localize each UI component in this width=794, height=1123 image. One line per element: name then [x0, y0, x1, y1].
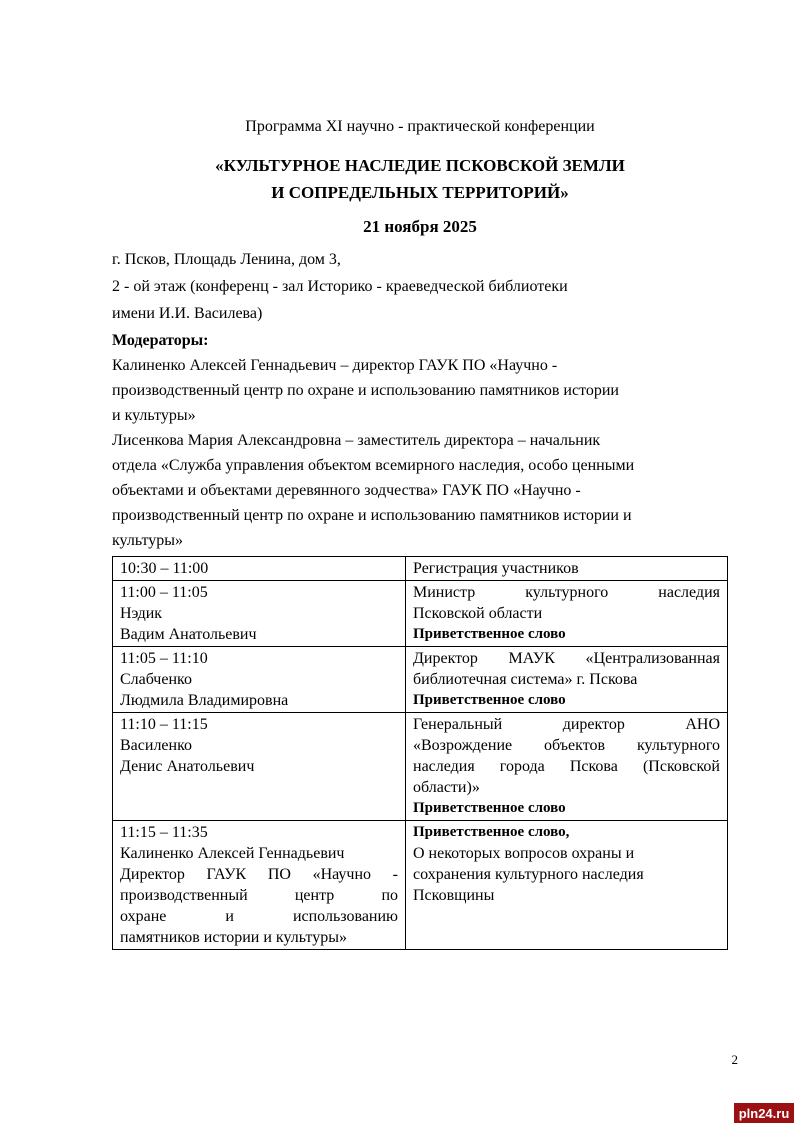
time-cell — [113, 713, 406, 821]
speaker-line: Вадим Анатольевич — [120, 626, 257, 643]
description-cell — [406, 557, 728, 581]
moderator-line: Калиненко Алексей Геннадьевич – директор ГАУК ПО «Научно - — [112, 357, 558, 374]
greeting-note: Приветственное слово — [413, 626, 566, 642]
time-cell — [113, 821, 406, 950]
speaker-line: Людмила Владимировна — [120, 692, 289, 709]
description-line: Псковщины — [413, 887, 495, 904]
time-cell — [113, 557, 406, 581]
time-cell — [113, 581, 406, 647]
moderator-line: отдела «Служба управления объектом всемирного наследия, особо ценными — [112, 457, 635, 474]
description-line: Псковской области — [413, 605, 543, 622]
moderator-line: культуры» — [112, 532, 184, 549]
speaker-line: Слабченко — [120, 671, 192, 688]
table-row — [113, 821, 728, 950]
venue-line: 2 - ой этаж (конференц - зал Историко - краеведческой библиотеки — [112, 278, 568, 295]
speaker-role-line: памятников истории и культуры» — [120, 929, 347, 946]
document-header: Программа XI научно - практической конференции — [245, 118, 595, 135]
description-line: сохранения культурного наследия — [413, 866, 644, 883]
moderator-line: производственный центр по охране и использованию памятников истории — [112, 382, 619, 399]
time-text: 11:15 – 11:35 — [120, 824, 208, 841]
conference-title-line2: И СОПРЕДЕЛЬНЫХ ТЕРРИТОРИЙ» — [271, 183, 569, 202]
speaker-role-line: производственный центр по — [120, 887, 398, 904]
watermark-badge: pln24.ru — [734, 1103, 794, 1123]
description-line: «Возрождение объектов культурного — [413, 737, 720, 754]
table-row — [113, 557, 728, 581]
page-number: 2 — [731, 1052, 738, 1067]
moderator-paragraph-1 — [112, 353, 728, 428]
speaker-line: Калиненко Алексей Геннадьевич — [120, 845, 345, 862]
description-line: библиотечная система» г. Пскова — [413, 671, 638, 688]
description-line: наследия города Пскова (Псковской — [413, 758, 720, 775]
venue-line: г. Псков, Площадь Ленина, дом 3, — [112, 251, 341, 268]
moderator-line: и культуры» — [112, 407, 196, 424]
moderator-line: объектами и объектами деревянного зодчества» ГАУК ПО «Научно - — [112, 482, 581, 499]
venue-block — [112, 246, 728, 327]
schedule-table — [112, 556, 728, 950]
time-cell — [113, 647, 406, 713]
table-row — [113, 581, 728, 647]
speaker-line: Нэдик — [120, 605, 163, 622]
moderators-heading: Модераторы: — [112, 332, 209, 349]
description-cell — [406, 581, 728, 647]
moderator-paragraph-2 — [112, 428, 728, 553]
description-line: О некоторых вопросов охраны и — [413, 845, 635, 862]
speaker-role-line: охране и использованию — [120, 908, 398, 925]
moderator-line: Лисенкова Мария Александровна – заместитель директора – начальник — [112, 432, 601, 449]
description-cell — [406, 821, 728, 950]
moderator-line: производственный центр по охране и использованию памятников истории и — [112, 507, 632, 524]
venue-line: имени И.И. Василева) — [112, 305, 263, 322]
description-cell — [406, 647, 728, 713]
description-line: Регистрация участников — [413, 560, 579, 577]
description-cell — [406, 713, 728, 821]
time-text: 10:30 – 11:00 — [120, 560, 209, 577]
description-line: Генеральный директор АНО — [413, 716, 720, 733]
description-line: Директор МАУК «Централизованная — [413, 650, 720, 667]
speaker-line: Василенко — [120, 737, 193, 754]
speaker-role-line: Директор ГАУК ПО «Научно - — [120, 866, 398, 883]
conference-title-line1: «КУЛЬТУРНОЕ НАСЛЕДИЕ ПСКОВСКОЙ ЗЕМЛИ — [215, 156, 625, 175]
speaker-line: Денис Анатольевич — [120, 758, 255, 775]
conference-title — [112, 152, 728, 206]
description-line: Министр культурного наследия — [413, 584, 720, 601]
time-text: 11:00 – 11:05 — [120, 584, 208, 601]
table-row — [113, 713, 728, 821]
greeting-note: Приветственное слово, — [413, 824, 570, 840]
time-text: 11:10 – 11:15 — [120, 716, 208, 733]
conference-date: 21 ноября 2025 — [363, 217, 477, 236]
greeting-note: Приветственное слово — [413, 692, 566, 708]
greeting-note: Приветственное слово — [413, 800, 566, 816]
table-row — [113, 647, 728, 713]
time-text: 11:05 – 11:10 — [120, 650, 208, 667]
description-line: области)» — [413, 779, 480, 796]
